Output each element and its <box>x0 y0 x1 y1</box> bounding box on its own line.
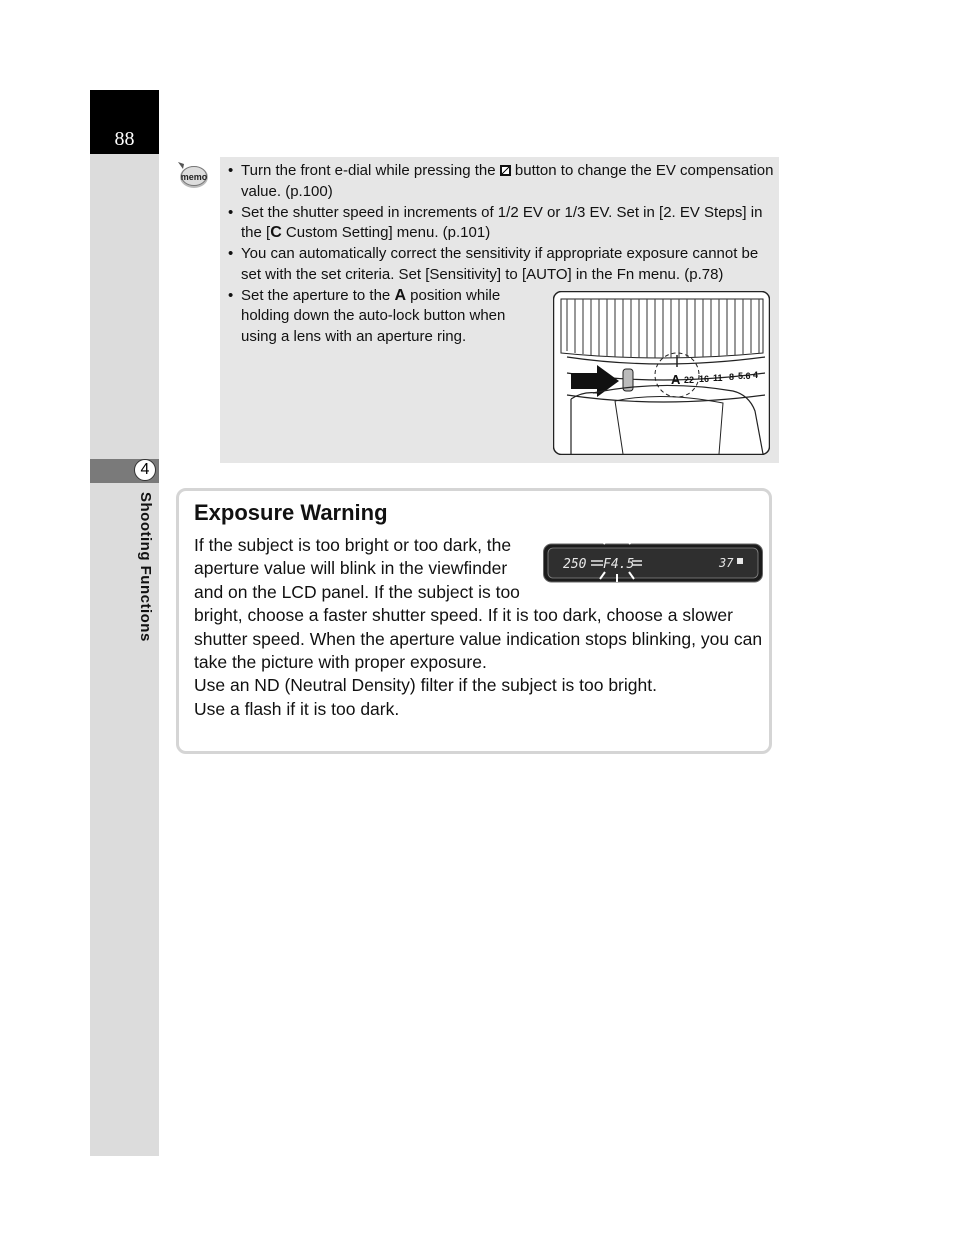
exposure-warning-paragraph: If the subject is too bright or too dark, the aperture value will blink in the viewfinder and on the LCD panel. If the subject is too bright, choose a faster shutter speed. If it is too dark, choose a slower shutter speed. When the aperture value indication stops blinking, you can take the picture with proper exposure. <box>194 535 763 673</box>
lcd-shutter-speed: 250 <box>563 557 587 572</box>
page-number: 88 <box>114 128 135 150</box>
exposure-warning-flash-note: Use a flash if it is too dark. <box>194 698 400 719</box>
aperture-scale-16: 16 <box>699 374 710 384</box>
memo-item-ev: • Turn the front e-dial while pressing the button to change the EV compensation value. (p.100) <box>228 161 776 202</box>
lcd-panel-illustration <box>543 534 763 584</box>
chapter-number: 4 <box>134 459 156 481</box>
ev-compensation-icon <box>500 165 511 176</box>
aperture-a-symbol: A <box>394 286 406 304</box>
memo-icon-label: memo <box>180 172 208 182</box>
aperture-scale-5-6: 5.6 <box>738 371 751 381</box>
chapter-title: Shooting Functions <box>137 492 154 642</box>
memo-item-aperture: • Set the aperture to the A position while holding down the auto-lock button when using a lens with an aperture ring. <box>228 286 541 348</box>
memo-item-sensitivity: • You can automatically correct the sensitivity if appropriate exposure cannot be set with the set criteria. Set [Sensitivity] to [AUTO] in the Fn menu. (p.78) <box>228 244 776 285</box>
lens-aperture-illustration <box>553 291 770 455</box>
aperture-scale-a: A <box>671 372 681 387</box>
memo-icon <box>176 160 210 195</box>
aperture-scale-22: 22 <box>684 375 695 385</box>
memo-item-ev-steps: • Set the shutter speed in increments of 1/2 EV or 1/3 EV. Set in [2. EV Steps] in the [C Custom Setting] menu. (p.101) <box>228 203 776 244</box>
exposure-warning-box <box>176 488 772 754</box>
exposure-warning-body <box>194 534 764 721</box>
aperture-scale-4: 4 <box>753 370 759 380</box>
lcd-battery-icon <box>737 558 743 564</box>
aperture-scale-8: 8 <box>729 372 735 382</box>
exposure-warning-title: Exposure Warning <box>194 500 388 525</box>
page-number-box <box>90 90 159 154</box>
lcd-frame-count: 37 <box>719 556 734 570</box>
custom-setting-icon: C <box>270 224 282 241</box>
lcd-aperture-value: F4.5 <box>603 557 635 572</box>
aperture-scale-11: 11 <box>713 373 723 383</box>
exposure-warning-nd-filter-note: Use an ND (Neutral Density) filter if the subject is too bright. <box>194 675 657 696</box>
